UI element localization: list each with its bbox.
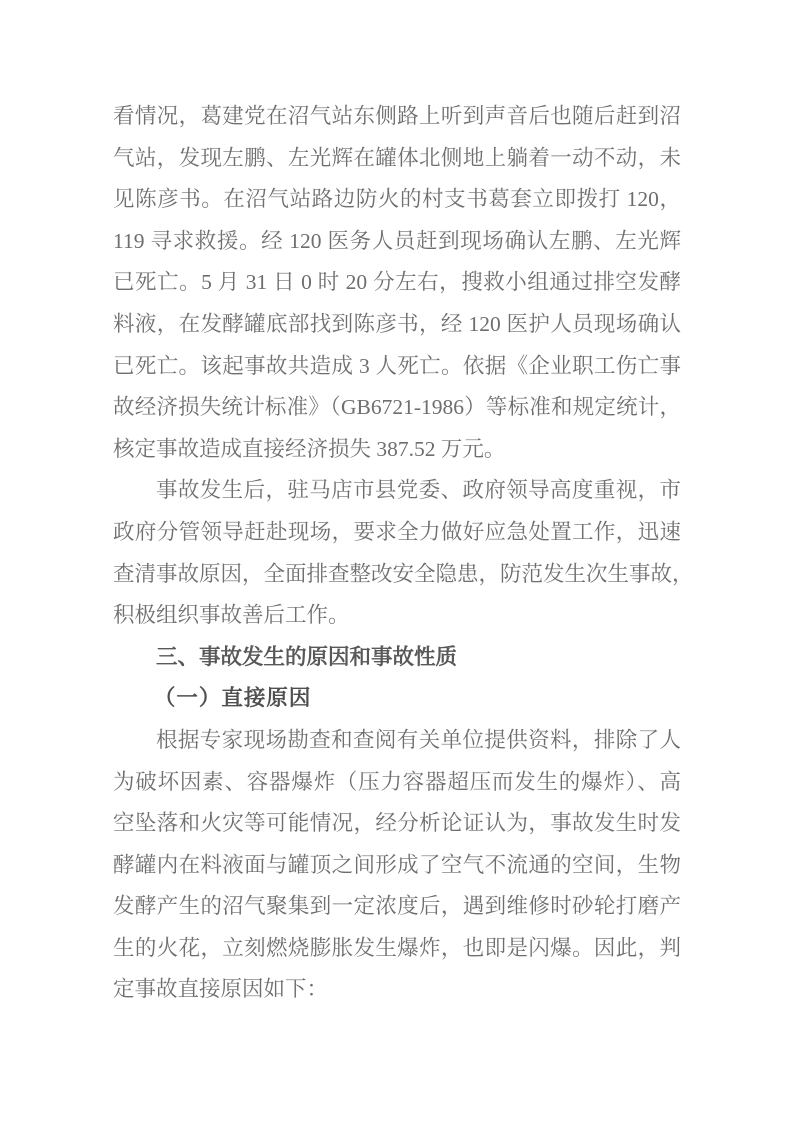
body-line: 119 寻求救援。经 120 医务人员赶到现场确认左鹏、左光辉 (113, 228, 681, 253)
body-line: 已死亡。5 月 31 日 0 时 20 分左右，搜救小组通过排空发酵 (113, 270, 681, 295)
body-line: 积极组织事故善后工作。 (113, 603, 350, 628)
body-line: 看情况，葛建党在沼气站东侧路上听到声音后也随后赶到沼 (113, 104, 681, 128)
body-line: 定事故直接原因如下： (113, 977, 329, 1002)
body-line: 料液，在发酵罐底部找到陈彦书，经 120 医护人员现场确认 (113, 311, 681, 336)
body-line: 故经济损失统计标准》（GB6721-1986）等标准和规定统计， (113, 395, 681, 420)
body-line: 查清事故原因，全面排查整改安全隐患，防范发生次生事故， (113, 561, 694, 586)
body-line: 气站，发现左鹏、左光辉在罐体北侧地上躺着一动不动，未 (113, 145, 681, 170)
document-content (113, 96, 694, 1011)
body-line: 空坠落和火灾等可能情况，经分析论证认为，事故发生时发 (113, 811, 681, 836)
body-line: 酵罐内在料液面与罐顶之间形成了空气不流通的空间，生物 (113, 852, 681, 877)
body-line: 为破坏因素、容器爆炸（压力容器超压而发生的爆炸）、高 (113, 769, 681, 794)
body-line: 已死亡。该起事故共造成 3 人死亡。依据《企业职工伤亡事 (113, 353, 681, 378)
subsection-heading: （一）直接原因 (153, 686, 312, 711)
body-line: 根据专家现场勘查和查阅有关单位提供资料，排除了人 (156, 727, 681, 752)
body-line: 事故发生后，驻马店市县党委、政府领导高度重视，市 (156, 478, 681, 503)
body-line: 见陈彦书。在沼气站路边防火的村支书葛套立即拨打 120， (113, 187, 681, 212)
section-heading: 三、事故发生的原因和事故性质 (156, 644, 458, 669)
body-line: 生的火花，立刻燃烧膨胀发生爆炸，也即是闪爆。因此，判 (113, 935, 681, 960)
body-line: 核定事故造成直接经济损失 387.52 万元。 (113, 436, 506, 461)
body-line: 发酵产生的沼气聚集到一定浓度后，遇到维修时砂轮打磨产 (113, 894, 681, 919)
body-line: 政府分管领导赶赴现场，要求全力做好应急处置工作，迅速 (113, 519, 681, 544)
